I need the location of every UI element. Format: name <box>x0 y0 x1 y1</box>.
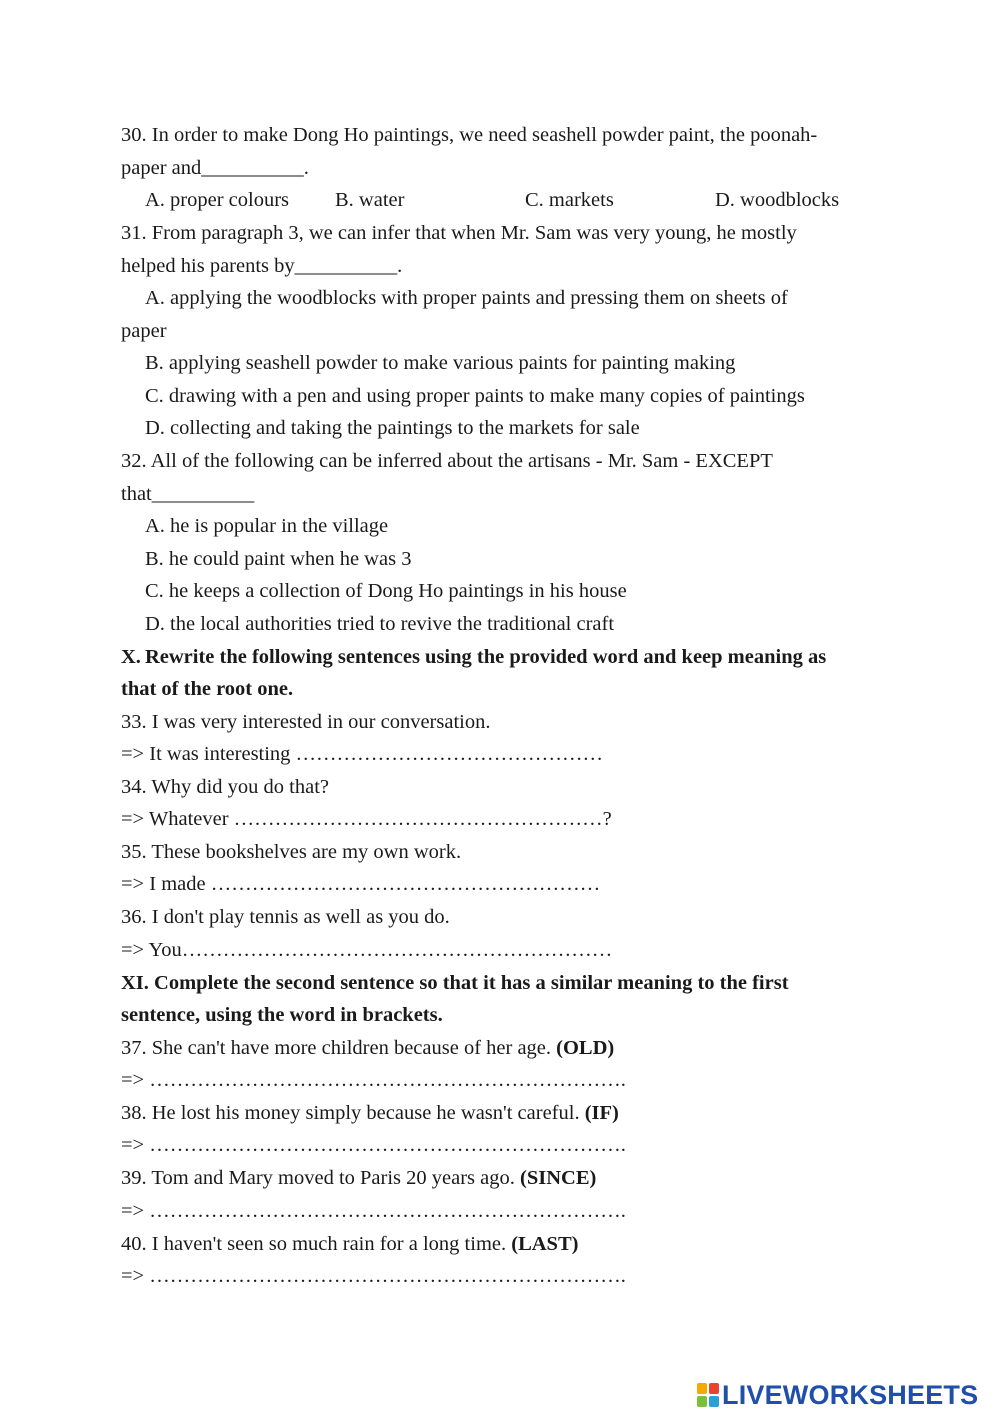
q34-question: 34. Why did you do that? <box>121 776 330 798</box>
logo-text: LIVEWORKSHEETS <box>722 1379 979 1410</box>
q36-question: 36. I don't play tennis as well as you do. <box>121 906 450 928</box>
q39-text: 39. Tom and Mary moved to Paris 20 years ago. <box>121 1167 521 1189</box>
q32-option-d: D. the local authorities tried to revive the traditional craft <box>145 613 615 635</box>
q37-answer: => ……………………………………………………………. <box>121 1069 626 1091</box>
q35-question: 35. These bookshelves are my own work. <box>121 841 462 863</box>
q33-answer: => It was interesting ……………………………………… <box>121 743 604 765</box>
section-xi-heading: XI. Complete the second sentence so that it has a similar meaning to the first <box>121 972 789 994</box>
q35-answer: => I made ………………………………………………… <box>121 873 601 895</box>
section-x-instruction: Rewrite the following sentences using the provided word and keep meaning as <box>144 646 827 668</box>
q30-option-a: A. proper colours <box>145 189 290 211</box>
q31-option-a: A. applying the woodblocks with proper paints and pressing them on sheets of <box>145 287 788 309</box>
q30-option-c: C. markets <box>525 189 614 211</box>
q37-question <box>121 1034 614 1062</box>
section-x-number: X. <box>121 646 141 668</box>
q40-question <box>121 1230 578 1258</box>
q39-question <box>121 1164 596 1192</box>
q38-keyword: (IF) <box>584 1102 619 1124</box>
q30-line2: paper and__________. <box>121 157 309 179</box>
q31-option-b: B. applying seashell powder to make various paints for painting making <box>145 352 736 374</box>
q37-keyword: (OLD) <box>556 1037 615 1059</box>
q31-option-d: D. collecting and taking the paintings to the markets for sale <box>145 417 640 439</box>
q34-answer: => Whatever ………………………………………………? <box>121 808 612 830</box>
q32-option-a: A. he is popular in the village <box>145 515 389 537</box>
q38-answer: => ……………………………………………………………. <box>121 1134 626 1156</box>
q37-text: 37. She can't have more children because of her age. <box>121 1037 557 1059</box>
q40-answer: => ……………………………………………………………. <box>121 1265 626 1287</box>
q36-answer: => You……………………………………………………… <box>121 939 613 961</box>
q30-option-d: D. woodblocks <box>715 189 840 211</box>
q32-line2: that__________ <box>121 483 255 505</box>
liveworksheets-logo-icon <box>697 1383 719 1407</box>
q32-line1: 32. All of the following can be inferred about the artisans - Mr. Sam - EXCEPT <box>121 450 773 472</box>
q33-question: 33. I was very interested in our conversation. <box>121 711 491 733</box>
q31-option-c: C. drawing with a pen and using proper paints to make many copies of paintings <box>145 385 805 407</box>
section-xi-heading-cont: sentence, using the word in brackets. <box>121 1004 443 1026</box>
q31-line2: helped his parents by__________. <box>121 255 403 277</box>
q32-option-b: B. he could paint when he was 3 <box>145 548 412 570</box>
q38-question <box>121 1099 619 1127</box>
section-x-heading-cont: that of the root one. <box>121 678 294 700</box>
q38-text: 38. He lost his money simply because he wasn't careful. <box>121 1102 585 1124</box>
liveworksheets-logo[interactable] <box>697 1378 978 1412</box>
q40-text: 40. I haven't seen so much rain for a long time. <box>121 1233 512 1255</box>
q30-line1: 30. In order to make Dong Ho paintings, we need seashell powder paint, the poonah- <box>121 124 818 146</box>
section-x-heading <box>121 643 826 671</box>
q30-option-b: B. water <box>335 189 405 211</box>
q40-keyword: (LAST) <box>511 1233 579 1255</box>
q39-answer: => ……………………………………………………………. <box>121 1200 626 1222</box>
q32-option-c: C. he keeps a collection of Dong Ho paintings in his house <box>145 580 627 602</box>
q31-option-a-cont: paper <box>121 320 167 342</box>
q39-keyword: (SINCE) <box>520 1167 597 1189</box>
q31-line1: 31. From paragraph 3, we can infer that when Mr. Sam was very young, he mostly <box>121 222 797 244</box>
